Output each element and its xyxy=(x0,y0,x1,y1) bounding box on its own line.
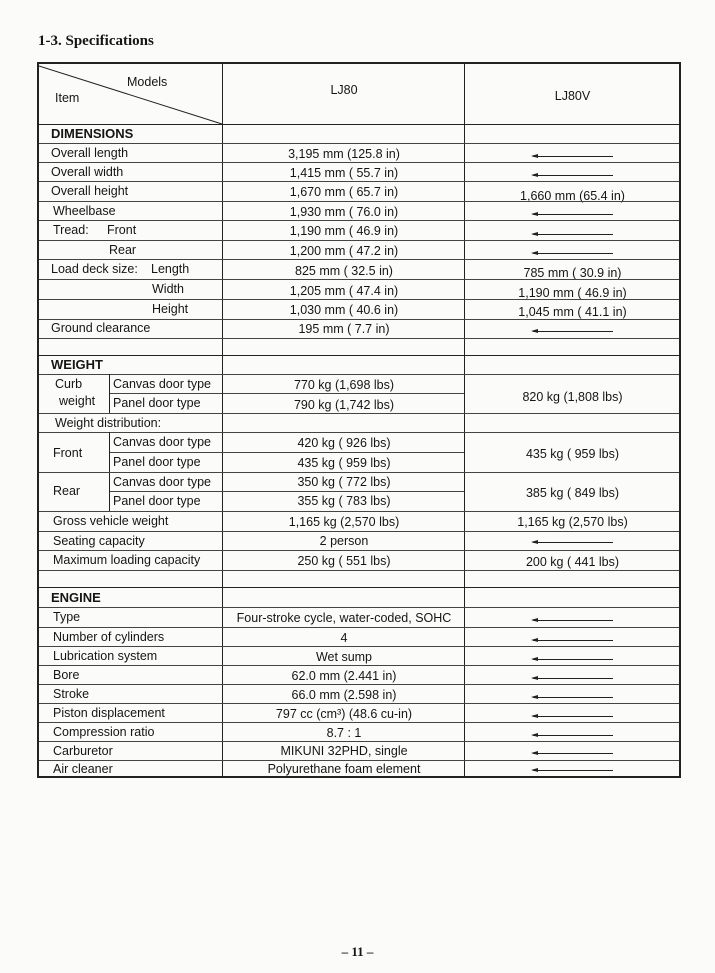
gross-weight-lj80v: 1,165 kg (2,570 lbs) xyxy=(517,515,628,529)
row-line xyxy=(39,741,679,742)
seating-label: Seating capacity xyxy=(53,534,145,548)
page-number: – 11 – xyxy=(341,944,374,959)
sub-row-line xyxy=(110,491,464,492)
overall-height-label: Overall height xyxy=(51,184,129,198)
same-as-lj80-arrow xyxy=(533,735,613,736)
row-line xyxy=(39,143,679,144)
overall-length-lj80: 3,195 mm (125.8 in) xyxy=(288,147,400,161)
header-lj80v: LJ80V xyxy=(554,89,591,103)
deck-width-label: Width xyxy=(152,282,184,296)
section-divider xyxy=(39,587,679,588)
row-line xyxy=(39,338,679,339)
sub-row-line xyxy=(110,452,464,453)
deck-height-lj80: 1,030 mm ( 40.6 in) xyxy=(289,303,399,317)
ground-clearance-label: Ground clearance xyxy=(51,321,151,335)
front-panel-label: Panel door type xyxy=(113,455,201,469)
curb-panel-label: Panel door type xyxy=(113,396,201,410)
cylinders-label: Number of cylinders xyxy=(53,630,165,644)
same-as-lj80-arrow xyxy=(533,214,613,215)
dimensions-heading: DIMENSIONS xyxy=(51,126,134,141)
front-canvas-label: Canvas door type xyxy=(113,435,211,449)
air-cleaner-lj80: Polyurethane foam element xyxy=(267,762,421,776)
engine-heading: ENGINE xyxy=(51,590,101,605)
overall-width-label: Overall width xyxy=(51,165,124,179)
carburetor-lj80: MIKUNI 32PHD, single xyxy=(280,744,408,758)
max-load-label: Maximum loading capacity xyxy=(53,553,201,567)
curb-label-1: Curb xyxy=(55,377,83,391)
row-line xyxy=(39,703,679,704)
wheelbase-label: Wheelbase xyxy=(53,204,116,218)
row-line xyxy=(39,472,679,473)
same-as-lj80-arrow xyxy=(533,175,613,176)
deck-length-lj80v: 785 mm ( 30.9 in) xyxy=(523,266,622,280)
row-line xyxy=(39,279,679,280)
gross-weight-lj80: 1,165 kg (2,570 lbs) xyxy=(288,515,400,529)
row-line xyxy=(39,627,679,628)
air-cleaner-label: Air cleaner xyxy=(53,762,113,776)
same-as-lj80-arrow xyxy=(533,697,613,698)
deck-width-lj80v: 1,190 mm ( 46.9 in) xyxy=(518,286,627,300)
engine-type-lj80: Four-stroke cycle, water-coded, SOHC xyxy=(236,611,452,625)
deck-width-lj80: 1,205 mm ( 47.4 in) xyxy=(289,284,399,298)
same-as-lj80-arrow xyxy=(533,253,613,254)
seating-lj80: 2 person xyxy=(319,534,369,548)
overall-width-lj80: 1,415 mm ( 55.7 in) xyxy=(289,166,399,180)
deck-length-label: Length xyxy=(151,262,190,276)
row-line xyxy=(39,432,679,433)
row-line xyxy=(39,550,679,551)
same-as-lj80-arrow xyxy=(533,234,613,235)
tread-label: Tread: xyxy=(53,223,89,237)
header-item: Item xyxy=(55,91,80,105)
tread-front-lj80: 1,190 mm ( 46.9 in) xyxy=(289,224,399,238)
row-line xyxy=(39,722,679,723)
row-line xyxy=(39,607,679,608)
overall-length-label: Overall length xyxy=(51,146,129,160)
row-line xyxy=(39,531,679,532)
max-load-lj80v: 200 kg ( 441 lbs) xyxy=(525,555,620,569)
spec-table xyxy=(37,62,681,778)
carburetor-label: Carburetor xyxy=(53,744,113,758)
header-models: Models xyxy=(127,75,168,89)
cylinders-lj80: 4 xyxy=(340,631,348,645)
same-as-lj80-arrow xyxy=(533,659,613,660)
rear-canvas-label: Canvas door type xyxy=(113,475,211,489)
ground-clearance-lj80: 195 mm ( 7.7 in) xyxy=(298,322,390,336)
row-line xyxy=(39,220,679,221)
row-line xyxy=(39,413,679,414)
row-line xyxy=(39,374,679,375)
rear-lj80v: 385 kg ( 849 lbs) xyxy=(525,486,620,500)
overall-height-lj80: 1,670 mm ( 65.7 in) xyxy=(289,185,399,199)
rear-panel-lj80: 355 kg ( 783 lbs) xyxy=(297,494,391,508)
weight-heading: WEIGHT xyxy=(51,357,103,372)
displacement-label: Piston displacement xyxy=(53,706,165,720)
tread-rear-lj80: 1,200 mm ( 47.2 in) xyxy=(289,244,399,258)
rear-canvas-lj80: 350 kg ( 772 lbs) xyxy=(297,475,391,489)
deck-height-label: Height xyxy=(152,302,189,316)
row-line xyxy=(39,511,679,512)
section-divider xyxy=(39,355,679,356)
curb-canvas-label: Canvas door type xyxy=(113,377,211,391)
weight-distribution-label: Weight distribution: xyxy=(55,416,162,430)
row-line xyxy=(39,684,679,685)
row-line xyxy=(39,181,679,182)
row-line xyxy=(39,570,679,571)
curb-label-2: weight xyxy=(59,394,96,408)
stroke-label: Stroke xyxy=(53,687,90,701)
stroke-lj80: 66.0 mm (2.598 in) xyxy=(291,688,397,702)
header-lj80: LJ80 xyxy=(330,83,358,97)
curb-canvas-lj80: 770 kg (1,698 lbs) xyxy=(293,378,395,392)
front-lj80v: 435 kg ( 959 lbs) xyxy=(525,447,620,461)
row-line xyxy=(39,646,679,647)
tread-front-label: Front xyxy=(107,223,137,237)
bore-label: Bore xyxy=(53,668,80,682)
displacement-lj80: 797 cc (cm³) (48.6 cu-in) xyxy=(275,707,413,721)
same-as-lj80-arrow xyxy=(533,716,613,717)
deck-label: Load deck size: xyxy=(51,262,138,276)
same-as-lj80-arrow xyxy=(533,331,613,332)
row-line xyxy=(39,162,679,163)
row-line xyxy=(39,201,679,202)
max-load-lj80: 250 kg ( 551 lbs) xyxy=(297,554,391,568)
same-as-lj80-arrow xyxy=(533,678,613,679)
deck-height-lj80v: 1,045 mm ( 41.1 in) xyxy=(518,305,627,319)
row-line xyxy=(39,665,679,666)
front-panel-lj80: 435 kg ( 959 lbs) xyxy=(297,456,391,470)
tread-rear-label: Rear xyxy=(109,243,137,257)
col-divider-1 xyxy=(222,64,223,776)
same-as-lj80-arrow xyxy=(533,620,613,621)
gross-weight-label: Gross vehicle weight xyxy=(53,514,169,528)
engine-type-label: Type xyxy=(53,610,81,624)
same-as-lj80-arrow xyxy=(533,542,613,543)
deck-length-lj80: 825 mm ( 32.5 in) xyxy=(295,264,393,278)
curb-panel-lj80: 790 kg (1,742 lbs) xyxy=(293,398,395,412)
rear-panel-label: Panel door type xyxy=(113,494,201,508)
col-divider-2 xyxy=(464,64,465,776)
curb-lj80v: 820 kg (1,808 lbs) xyxy=(522,390,623,404)
front-canvas-lj80: 420 kg ( 926 lbs) xyxy=(297,436,391,450)
rear-label: Rear xyxy=(53,484,81,498)
wheelbase-lj80: 1,930 mm ( 76.0 in) xyxy=(289,205,399,219)
same-as-lj80-arrow xyxy=(533,640,613,641)
overall-height-lj80v: 1,660 mm (65.4 in) xyxy=(520,189,625,203)
row-line xyxy=(39,299,679,300)
same-as-lj80-arrow xyxy=(533,770,613,771)
front-label: Front xyxy=(53,446,83,460)
page-title: 1-3. Specifications xyxy=(38,33,154,49)
compression-label: Compression ratio xyxy=(53,725,155,739)
sub-row-line xyxy=(110,393,222,394)
row-line xyxy=(39,259,679,260)
same-as-lj80-arrow xyxy=(533,753,613,754)
row-line xyxy=(39,240,679,241)
lubrication-lj80: Wet sump xyxy=(315,650,373,664)
bore-lj80: 62.0 mm (2.441 in) xyxy=(291,669,397,683)
same-as-lj80-arrow xyxy=(533,156,613,157)
header-divider xyxy=(39,124,679,125)
lubrication-label: Lubrication system xyxy=(53,649,158,663)
compression-lj80: 8.7 : 1 xyxy=(326,726,362,740)
sub-row-line xyxy=(223,393,464,394)
